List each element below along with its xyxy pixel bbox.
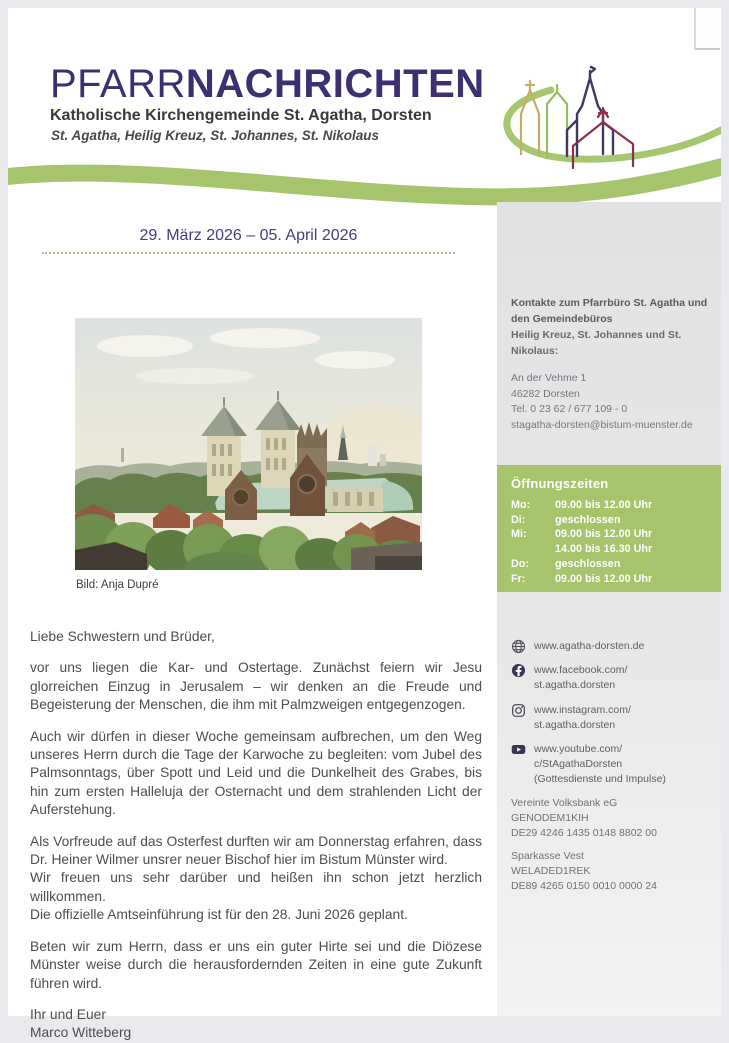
opening-hours-title: Öffnungszeiten — [511, 476, 609, 491]
opening-hours-box — [497, 465, 721, 592]
address-city: 46282 Dorsten — [511, 387, 580, 400]
bank-iban: DE89 4265 0150 0010 0000 24 — [511, 880, 657, 892]
closing-line-2: Marco Witteberg — [30, 1025, 132, 1041]
closing — [30, 1006, 482, 1043]
hours-row: Fr: 09.00 bis 12.00 Uhr — [511, 572, 653, 585]
bank-bic: GENODEM1KIH — [511, 812, 589, 824]
cathedral-photo — [75, 318, 422, 570]
contact-subheading: Heilig Kreuz, St. Johannes und St. Nikolaus: — [511, 329, 682, 357]
instagram-link[interactable]: www.instagram.com/ st.agatha.dorsten — [511, 703, 713, 733]
contact-address — [511, 371, 708, 433]
bank-bic: WELADED1REK — [511, 865, 591, 877]
salutation: Liebe Schwestern und Brüder, — [30, 629, 215, 644]
instagram-icon — [511, 703, 526, 718]
youtube-icon — [511, 742, 526, 757]
bank-name: Sparkasse Vest — [511, 850, 584, 862]
masthead-parish-list: St. Agatha, Heilig Kreuz, St. Johannes, St. Nikolaus — [51, 128, 380, 143]
bank-volksbank — [511, 796, 713, 841]
announcement-line-3: Die offizielle Amtseinführung ist für den 28. Juni 2026 geplant. — [30, 907, 408, 923]
hours-row: Mi: 09.00 bis 12.00 Uhr — [511, 528, 653, 541]
newsletter-page — [8, 8, 721, 1041]
hours-row: Di: geschlossen — [511, 513, 621, 526]
navy-church-icon — [567, 67, 613, 156]
paragraph-4: Beten wir zum Herrn, dass er uns ein guter Hirte sei und die Diözese Münster weise durch die herausfordernden Zeiten in eine gute Zukunft führen wird. — [30, 938, 482, 991]
facebook-icon — [511, 663, 526, 678]
bank-sparkasse — [511, 849, 713, 894]
announcement-line-2: Wir freuen uns sehr darüber und heißen ihn schon jetzt herzlich willkommen. — [30, 870, 482, 904]
green-tower-icon — [547, 85, 567, 158]
scrollbar-thumb[interactable] — [694, 8, 720, 50]
address-street: An der Vehme 1 — [511, 372, 587, 384]
address-email[interactable]: stagatha-dorsten@bistum-muenster.de — [511, 418, 693, 431]
paragraph-2: Auch wir dürfen in dieser Woche gemeinsam aufbrechen, um den Weg unseres Herrn durch die Tage der Karwoche zu begleiten: vom Jubel des Palmsonntags, über Spott und Leid und die Dunkelheit des Grabes, bis hin zum ersten Halleluja der Osternacht und dem strahlenden Licht der Auferstehung. — [30, 728, 482, 818]
hours-row: 14.00 bis 16.30 Uhr — [555, 543, 653, 556]
masthead-title-regular: PFARR — [50, 62, 186, 106]
issue-date-range: 29. März 2026 – 05. April 2026 — [42, 227, 455, 254]
bank-iban: DE29 4246 1435 0148 8802 00 — [511, 827, 657, 839]
address-phone: Tel. 0 23 62 / 677 109 - 0 — [511, 403, 628, 415]
hours-row: Do: geschlossen — [511, 557, 621, 570]
globe-icon — [511, 639, 526, 654]
paragraph-3 — [30, 833, 482, 925]
bank-name: Vereinte Volksbank eG — [511, 797, 618, 809]
masthead-title-bold: NACHRICHTEN — [185, 62, 485, 106]
facebook-link[interactable]: www.facebook.com/ st.agatha.dorsten — [511, 663, 713, 693]
photo-caption: Bild: Anja Dupré — [76, 579, 159, 591]
website-link[interactable]: www.agatha-dorsten.de — [511, 639, 713, 654]
closing-line-1: Ihr und Euer — [30, 1006, 106, 1022]
contact-heading: Kontakte zum Pfarrbüro St. Agatha und den Gemeindebüros — [511, 297, 708, 325]
paragraph-1: vor uns liegen die Kar- und Ostertage. Zunächst feiern wir Jesu glorreichen Einzug in Jerusalem – wir denken an die Freude und Begeisterung der Menschen, die ihm mit Palmzweigen entgegenzogen. — [30, 660, 482, 713]
letter-body — [30, 628, 482, 1043]
hours-row: Mo: 09.00 bis 12.00 Uhr — [511, 499, 653, 511]
announcement-line-1: Als Vorfreude auf das Osterfest durften wir am Donnerstag erfahren, dass Dr. Heiner Wilmer unsrer neuer Bischof hier im Bistum Münster wird. — [30, 833, 482, 868]
info-sidebar — [497, 202, 721, 1016]
contact-block — [511, 295, 708, 433]
masthead-subtitle: Katholische Kirchengemeinde St. Agatha, Dorsten — [50, 107, 432, 124]
social-links — [511, 639, 713, 797]
youtube-link[interactable]: www.youtube.com/ c/StAgathaDorsten (Gottesdienste und Impulse) — [511, 742, 713, 788]
bank-details — [511, 796, 713, 902]
masthead-title — [50, 62, 485, 106]
